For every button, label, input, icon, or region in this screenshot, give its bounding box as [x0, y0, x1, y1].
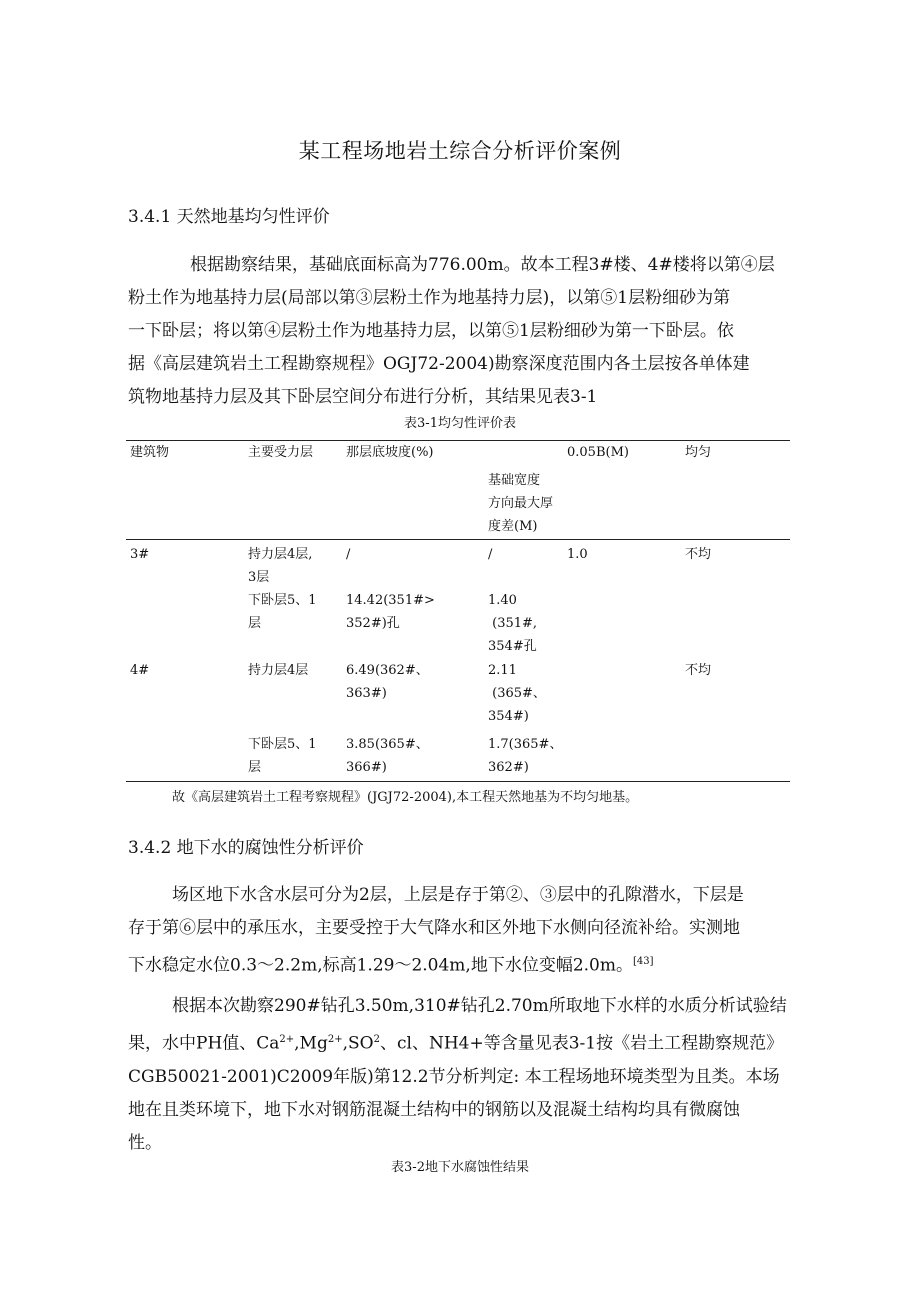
- table-cell-layer: [248, 543, 312, 589]
- cell-line: 3层: [248, 570, 270, 585]
- cell-line: 下卧层5、1: [248, 593, 317, 608]
- cell-line: 层: [248, 616, 262, 631]
- paragraph-groundwater: [128, 879, 790, 983]
- table-cell-thickness: [488, 733, 562, 779]
- cell-line: 352#)孔: [346, 616, 400, 631]
- table2-caption: 表3-2地下水腐蚀性结果: [391, 1160, 529, 1175]
- table-cell-building: 3#: [130, 547, 150, 562]
- cell-line: 6.49(362#、: [346, 663, 429, 678]
- cell-line: (351#,: [488, 616, 538, 631]
- paragraph-line: 地在且类环境下，地下水对钢筋混凝土结构中的钢筋以及混凝土结构均具有微腐蚀: [128, 1099, 740, 1120]
- section-heading-3-4-2: 3.4.2 地下水的腐蚀性分析评价: [128, 838, 364, 858]
- superscript: 2+: [279, 1034, 295, 1045]
- table1-caption: 表3-1均匀性评价表: [404, 416, 516, 431]
- header-slope: 那层底坡度(%): [346, 445, 434, 460]
- paragraph-water-analysis: [128, 990, 790, 1160]
- table-cell-thickness: [488, 589, 537, 658]
- table-cell-thickness: /: [488, 547, 493, 562]
- paragraph-line: 筑物地基持力层及其下卧层空间分布进行分析，其结果见表3-1: [128, 387, 598, 407]
- cell-line: 366#): [346, 760, 387, 775]
- cell-line: (365#、: [488, 686, 546, 701]
- superscript: 2+: [327, 1034, 343, 1045]
- citation-ref: [43]: [632, 956, 654, 967]
- header-thickness-line: 度差(M): [488, 519, 538, 534]
- superscript: 2: [373, 1034, 380, 1045]
- header-uniform: 均匀: [685, 445, 712, 460]
- table-cell-slope: [346, 659, 429, 705]
- cell-line: 3.85(365#、: [346, 737, 429, 752]
- paragraph-line: 存于第⑥层中的承压水，主要受控于大气降水和区外地下水侧向径流补给。实测地: [128, 918, 740, 938]
- table-cell-thickness: [488, 659, 546, 728]
- table-cell-layer: [248, 733, 317, 779]
- paragraph-line: 场区地下水含水层可分为2层，上层是存于第②、③层中的孔隙潜水，下层是: [172, 885, 744, 905]
- table-cell-building: 4#: [130, 663, 150, 678]
- cell-line: 层: [248, 760, 262, 775]
- paragraph-line: 性。: [128, 1132, 162, 1153]
- cell-line: 363#): [346, 686, 387, 701]
- cell-line: 1.40: [488, 593, 517, 608]
- table-cell-slope: /: [346, 547, 351, 562]
- table-cell-slope: [346, 589, 435, 635]
- cell-line: 354#): [488, 709, 529, 724]
- cell-line: 14.42(351#>: [346, 593, 435, 608]
- paragraph-line: 粉土作为地基持力层(局部以第③层粉土作为地基持力层)，以第⑤1层粉细砂为第: [128, 288, 731, 308]
- table-cell-uniform: 不均: [685, 663, 712, 678]
- table-cell-limit: 1.0: [567, 547, 588, 562]
- text-run: 果，水中PH值、Ca: [128, 1033, 280, 1054]
- paragraph-line: 一下卧层；将以第④层粉土作为地基持力层，以第⑤1层粉细砂为第一下卧层。依: [128, 321, 734, 341]
- paragraph-foundation: [128, 249, 790, 414]
- paragraph-line: [128, 945, 790, 983]
- paragraph-line: 根据本次勘察290#钻孔3.50m,310#钻孔2.70m所取地下水样的水质分析试验结: [172, 996, 787, 1016]
- paragraph-line: 根据勘察结果，基础底面标高为776.00m。故本工程3#楼、4#楼将以第④层: [190, 255, 775, 275]
- table-header-rule: [126, 539, 790, 540]
- header-building: 建筑物: [130, 445, 170, 460]
- paragraph-line: [128, 1023, 790, 1061]
- header-thickness-line: 方向最大厚: [488, 496, 554, 511]
- table-cell-layer: 持力层4层: [248, 663, 309, 678]
- cell-line: 354#孔: [488, 639, 537, 654]
- cell-line: 1.7(365#、: [488, 737, 563, 752]
- table1-note: 故《高层建筑岩土工程考察规程》(JGJ72-2004),本工程天然地基为不均匀地基。: [172, 790, 639, 805]
- header-thickness-line: 基础宽度: [488, 473, 541, 488]
- header-thickness: [488, 469, 553, 538]
- text-run: 、cl、NH4+等含量见表3-1按《岩土工程勘察规范》: [379, 1033, 784, 1054]
- table-cell-slope: [346, 733, 429, 779]
- cell-line: 持力层4层,: [248, 547, 313, 562]
- text-run: ,Mg: [294, 1033, 328, 1054]
- table-cell-layer: [248, 589, 317, 635]
- document-title: 某工程场地岩土综合分析评价案例: [298, 139, 622, 163]
- header-layer: 主要受力层: [248, 445, 314, 460]
- text-run: ,SO: [342, 1033, 374, 1054]
- cell-line: 362#): [488, 760, 529, 775]
- cell-line: 下卧层5、1: [248, 737, 317, 752]
- section-heading-3-4-1: 3.4.1 天然地基均匀性评价: [128, 207, 330, 227]
- header-limit: 0.05B(M): [567, 445, 629, 460]
- paragraph-line: CGB50021-2001)C2009年版)第12.2节分析判定: 本工程场地环境类型为且类。本场: [128, 1066, 780, 1087]
- cell-line: 2.11: [488, 663, 517, 678]
- table-bottom-rule: [126, 781, 790, 782]
- paragraph-text: 下水稳定水位0.3～2.2m,标高1.29～2.04m,地下水位变幅2.0m。: [128, 955, 633, 976]
- table-cell-uniform: 不均: [685, 547, 712, 562]
- paragraph-line: 据《高层建筑岩土工程勘察规程》OGJ72-2004)勘察深度范围内各土层按各单体建: [128, 354, 750, 374]
